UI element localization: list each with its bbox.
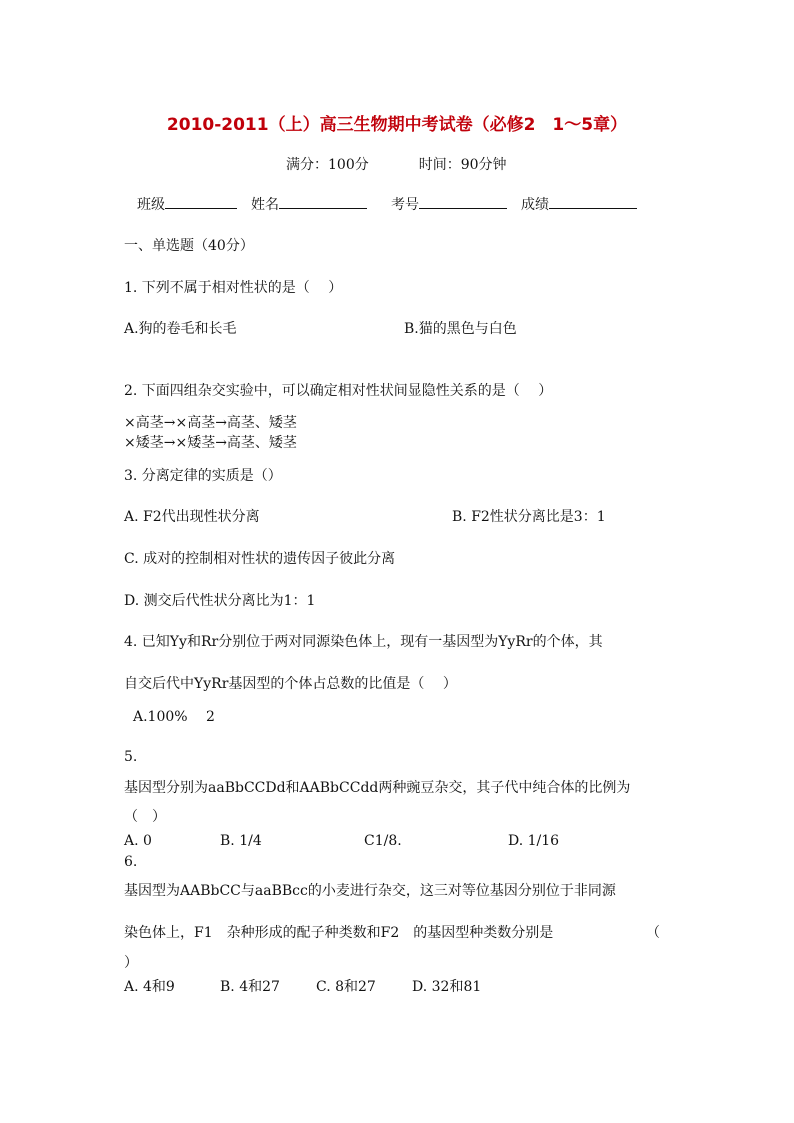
- question-4-stem-line-1: 4. 已知Yy和Rr分别位于两对同源染色体上，现有一基因型为YyRr的个体，其: [124, 634, 603, 650]
- question-2-cross-1: ×高茎→×高茎→高茎、矮茎: [124, 415, 297, 431]
- name-blank: [279, 196, 367, 209]
- exam-meta: [286, 156, 507, 174]
- class-label: 班级: [137, 197, 165, 213]
- question-1-option-b: B.猫的黑色与白色: [404, 321, 517, 337]
- exam-number-label: 考号: [391, 197, 419, 213]
- exam-number-blank: [419, 196, 507, 209]
- name-field: [251, 196, 367, 214]
- exam-time: 时间：90分钟: [418, 157, 507, 173]
- name-label: 姓名: [251, 197, 279, 213]
- question-6-option-d: D. 32和81: [412, 979, 482, 995]
- question-6-paren-open: （: [646, 925, 660, 941]
- question-6-number: 6.: [124, 854, 138, 870]
- section-heading: 一、单选题（40分）: [124, 238, 254, 254]
- question-3-option-a: A. F2代出现性状分离: [124, 509, 260, 525]
- question-3-option-c: C. 成对的控制相对性状的遗传因子彼此分离: [124, 551, 396, 567]
- question-2-stem: 2. 下面四组杂交实验中，可以确定相对性状间显隐性关系的是（ ）: [124, 383, 553, 399]
- question-5-option-b: B. 1/4: [220, 833, 262, 849]
- grade-field: [521, 196, 637, 214]
- class-field: [137, 196, 237, 214]
- question-6-stem-line-1: 基因型为AABbCC与aaBBcc的小麦进行杂交，这三对等位基因分别位于非同源: [124, 883, 616, 899]
- question-4-options: A.100% 2: [133, 709, 215, 725]
- question-3-option-d: D. 测交后代性状分离比为1：1: [124, 593, 316, 609]
- question-3-stem: 3. 分离定律的实质是（）: [124, 468, 282, 484]
- grade-blank: [549, 196, 637, 209]
- question-6-option-a: A. 4和9: [124, 979, 175, 995]
- question-4-stem-line-2: 自交后代中YyRr基因型的个体占总数的比值是（ ）: [124, 676, 457, 692]
- question-5-option-c: C1/8.: [364, 833, 402, 849]
- exam-number-field: [391, 196, 507, 214]
- question-5-stem: 基因型分别为aaBbCCDd和AABbCCdd两种豌豆杂交，其子代中纯合体的比例为: [124, 780, 631, 796]
- question-5-number: 5.: [124, 749, 138, 765]
- student-info-fields: [137, 196, 637, 214]
- question-5-option-d: D. 1/16: [508, 833, 560, 849]
- question-6-paren-close: ）: [124, 955, 138, 971]
- question-5-option-a: A. 0: [124, 833, 152, 849]
- class-blank: [165, 196, 237, 209]
- full-score: 满分：100分: [286, 157, 369, 173]
- grade-label: 成绩: [521, 197, 549, 213]
- exam-title: 2010-2011（上）高三生物期中考试卷（必修2 1～5章）: [166, 115, 628, 135]
- question-6-stem-line-2: 染色体上，F1 杂种形成的配子种类数和F2 的基因型种类数分别是: [124, 925, 554, 941]
- question-3-option-b: B. F2性状分离比是3：1: [452, 509, 606, 525]
- question-5-paren: （ ）: [124, 809, 166, 825]
- question-6-option-c: C. 8和27: [316, 979, 376, 995]
- question-6-option-b: B. 4和27: [220, 979, 280, 995]
- question-1-option-a: A.狗的卷毛和长毛: [124, 321, 237, 337]
- question-1-stem: 1. 下列不属于相对性状的是（ ）: [124, 280, 343, 296]
- question-2-cross-2: ×矮茎→×矮茎→高茎、矮茎: [124, 435, 297, 451]
